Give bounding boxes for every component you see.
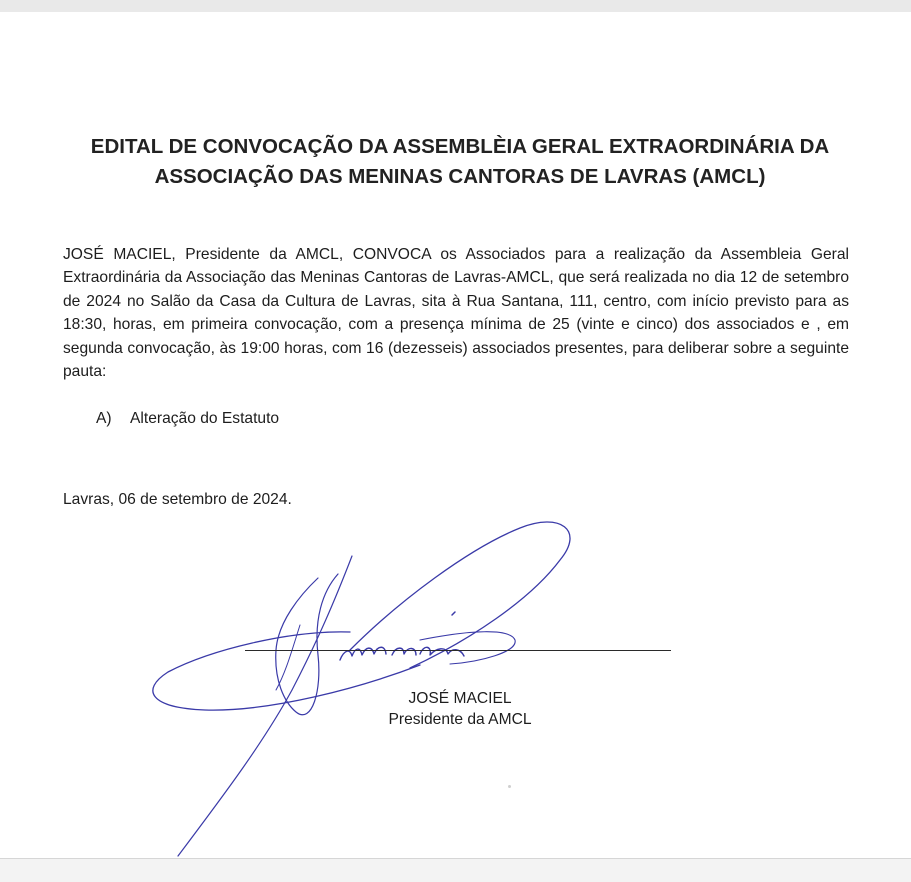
- title-line-1: EDITAL DE CONVOCAÇÃO DA ASSEMBLÈIA GERAL EXTRAORDINÁRIA DA: [90, 135, 830, 158]
- title-line-2: ASSOCIAÇÃO DAS MENINAS CANTORAS DE LAVRAS (AMCL): [154, 165, 766, 188]
- document-title: [40, 132, 880, 192]
- agenda-item: [96, 408, 279, 430]
- agenda-item-text: Alteração do Estatuto: [130, 410, 280, 427]
- agenda-item-marker: A): [96, 410, 112, 427]
- signatory-name: JOSÉ MACIEL: [408, 690, 512, 707]
- signatory-role: Presidente da AMCL: [388, 711, 532, 728]
- scan-speck: [508, 785, 511, 788]
- signatory-block: [340, 688, 580, 730]
- date-line: Lavras, 06 de setembro de 2024.: [63, 491, 292, 508]
- signature-line: [245, 650, 671, 651]
- convocation-paragraph: JOSÉ MACIEL, Presidente da AMCL, CONVOCA os Associados para a realização da Assembleia Geral Extraordinária da Associação das Meninas Cantoras de Lavras-AMCL, que será realizada no dia 12 de setembro de 2024 no Salão da Casa da Cultura de Lavras, sita à Rua Santana, 111, centro, com início previsto para as 18:30, horas, em primeira convocação, com a presença mínima de 25 (vinte e cinco) dos associados e , em segunda convocação, às 19:00 horas, com 16 (dezesseis) associados presentes, para deliberar sobre a seguinte pauta:: [63, 246, 849, 381]
- viewer-bottom-area: [0, 859, 911, 882]
